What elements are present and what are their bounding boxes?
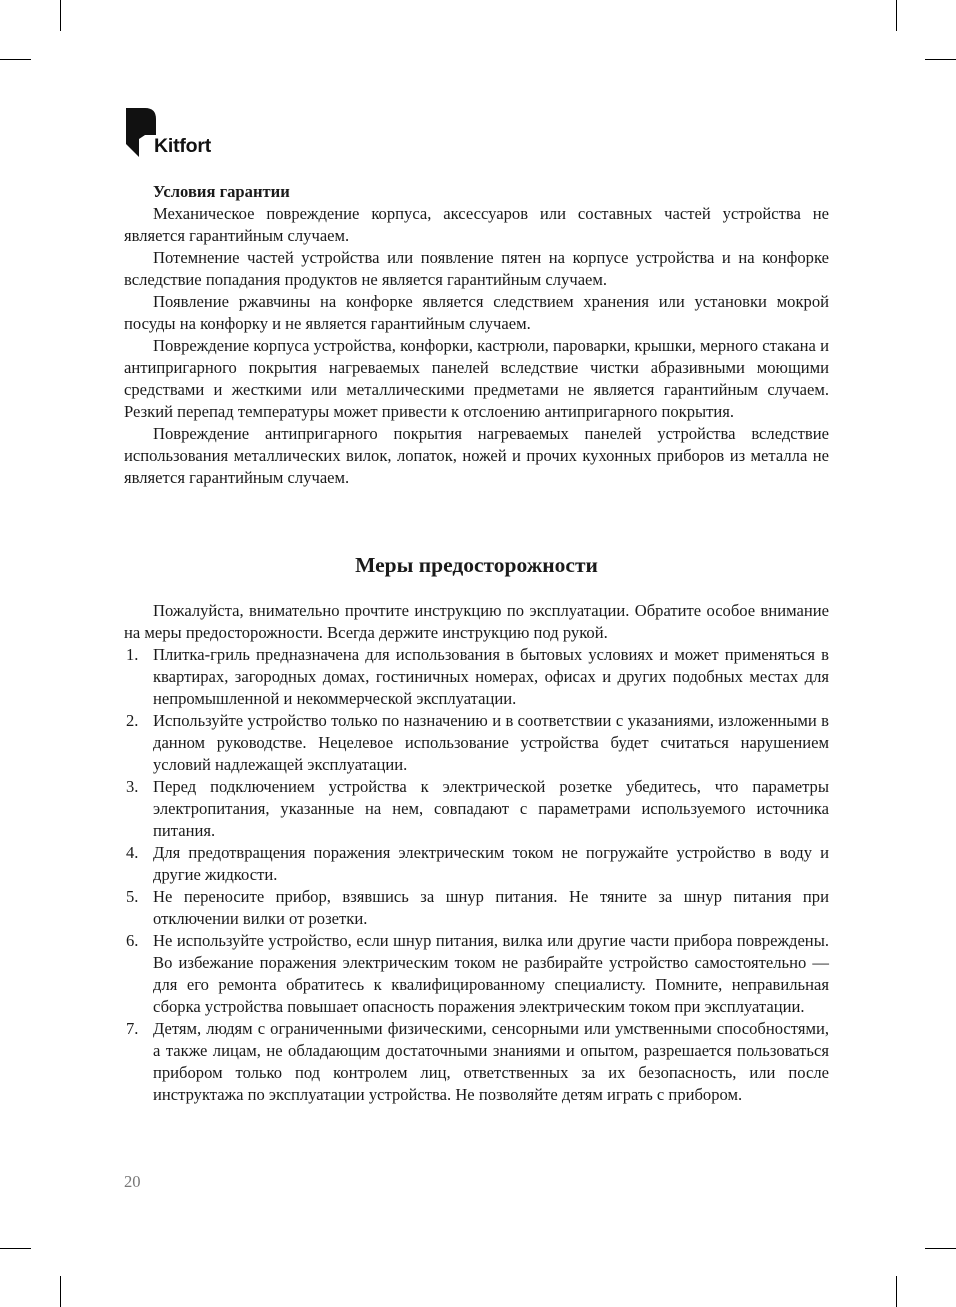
- list-item-number: 3.: [126, 777, 139, 796]
- crop-mark-top-left-v: [60, 0, 61, 31]
- list-item-number: 6.: [126, 931, 139, 950]
- crop-mark-top-right-v: [896, 0, 897, 31]
- list-item: [124, 930, 829, 1018]
- crop-mark-bottom-right-h: [925, 1248, 956, 1249]
- list-item-number: 4.: [126, 843, 139, 862]
- warranty-paragraph: Повреждение антипригарного покрытия нагреваемых панелей устройства вследствие использования металлических вилок, лопаток, ножей и прочих кухонных приборов из металла не является гарантийным случаем.: [124, 424, 829, 487]
- warranty-title: Условия гарантии: [153, 182, 290, 201]
- brand-name: Kitfort: [154, 135, 212, 157]
- list-item-number: 7.: [126, 1019, 139, 1038]
- page-content: [124, 181, 829, 1106]
- list-item-text: Детям, людям с ограниченными физическими, сенсорными или умственными способностями, а также лицам, не обладающим достаточными знаниями и опытом, разрешается пользоваться прибором только под контролем лиц, ответственных за их безопасность, или после инструктажа по эксплуатации устройства. Не позволяйте детям играть с прибором.: [153, 1019, 829, 1104]
- page-number: 20: [124, 1172, 141, 1191]
- list-item-text: Плитка-гриль предназначена для использования в бытовых условиях и может применяться в квартирах, загородных домах, гостиничных номерах, офисах и других подобных местах для непромышленной и некоммерческой эксплуатации.: [153, 645, 829, 708]
- crop-mark-bottom-left-h: [0, 1248, 31, 1249]
- list-item-number: 1.: [126, 645, 139, 664]
- warranty-paragraph: Повреждение корпуса устройства, конфорки, кастрюли, пароварки, крышки, мерного стакана и антипригарного покрытия нагреваемых панелей вследствие чистки абразивными моющими средствами и жесткими или металлическими предметами не является гарантийным случаем. Резкий перепад температуры может привести к отслоению антипригарного покрытия.: [124, 336, 829, 421]
- warranty-paragraph: Появление ржавчины на конфорке является следствием хранения или установки мокрой посуды на конфорку и не является гарантийным случаем.: [124, 292, 829, 333]
- list-item: [124, 842, 829, 886]
- list-item-text: Используйте устройство только по назначению и в соответствии с указаниями, изложенными в данном руководстве. Нецелевое использование устройства будет считаться нарушением условий надлежащей эксплуатации.: [153, 711, 829, 774]
- crop-mark-bottom-right-v: [896, 1276, 897, 1307]
- precautions-list: [124, 644, 829, 1106]
- list-item: [124, 886, 829, 930]
- list-item-number: 2.: [126, 711, 139, 730]
- precautions-intro: Пожалуйста, внимательно прочтите инструкцию по эксплуатации. Обратите особое внимание на меры предосторожности. Всегда держите инструкцию под рукой.: [124, 601, 829, 642]
- warranty-paragraph: Механическое повреждение корпуса, аксессуаров или составных частей устройства не является гарантийным случаем.: [124, 204, 829, 245]
- brand-logo: [125, 106, 235, 158]
- kitfort-logo-icon: [125, 106, 157, 158]
- crop-mark-bottom-left-v: [60, 1276, 61, 1307]
- crop-mark-top-right-h: [925, 59, 956, 60]
- warranty-paragraph: Потемнение частей устройства или появление пятен на корпусе устройства и на конфорке вследствие попадания продуктов не является гарантийным случаем.: [124, 248, 829, 289]
- list-item-text: Для предотвращения поражения электрическим током не погружайте устройство в воду и другие жидкости.: [153, 843, 829, 884]
- list-item: [124, 776, 829, 842]
- list-item: [124, 1018, 829, 1106]
- precautions-title: Меры предосторожности: [355, 553, 598, 577]
- list-item-text: Не переносите прибор, взявшись за шнур питания. Не тяните за шнур питания при отключении вилки от розетки.: [153, 887, 829, 928]
- crop-mark-top-left-h: [0, 59, 31, 60]
- list-item-number: 5.: [126, 887, 139, 906]
- list-item-text: Не используйте устройство, если шнур питания, вилка или другие части прибора повреждены. Во избежание поражения электрическим током не разбирайте устройство самостоятельно — для его ремонта обратитесь к квалифицированному специалисту. Помните, неправильная сборка устройства повышает опасность поражения электрическим током при эксплуатации.: [153, 931, 829, 1016]
- list-item: [124, 710, 829, 776]
- list-item: [124, 644, 829, 710]
- list-item-text: Перед подключением устройства к электрической розетке убедитесь, что параметры электропитания, указанные на нем, совпадают с параметрами используемого источника питания.: [153, 777, 829, 840]
